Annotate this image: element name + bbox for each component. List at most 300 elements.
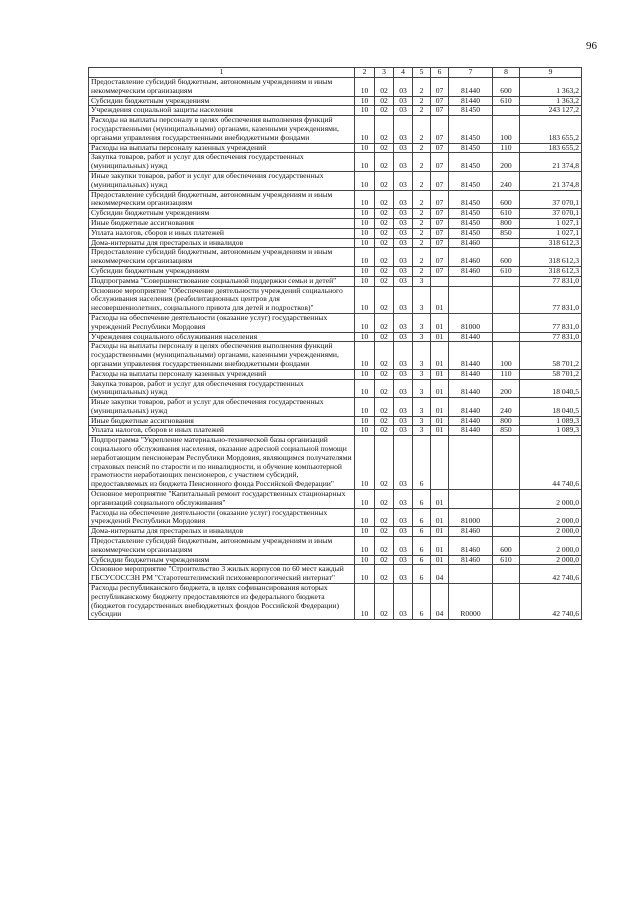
table-row <box>89 266 582 276</box>
code-7: 81450 <box>449 171 493 190</box>
code-7: 81440 <box>449 332 493 342</box>
code-6: 01 <box>431 398 449 417</box>
code-6: 07 <box>431 238 449 248</box>
code-7: 81440 <box>449 96 493 106</box>
code-7: 81460 <box>449 537 493 556</box>
amount: 1 363,2 <box>520 78 582 97</box>
row-name: Уплата налогов, сборов и иных платежей <box>89 426 355 436</box>
code-4: 03 <box>394 286 413 313</box>
code-4: 03 <box>394 508 413 527</box>
table-row <box>89 490 582 509</box>
code-6: 07 <box>431 78 449 97</box>
code-6: 07 <box>431 209 449 219</box>
code-6: 07 <box>431 171 449 190</box>
code-3: 02 <box>375 218 394 228</box>
code-7: 81440 <box>449 342 493 369</box>
code-3: 02 <box>375 416 394 426</box>
page-number: 96 <box>586 40 597 52</box>
code-8: 850 <box>493 228 520 238</box>
code-3: 02 <box>375 369 394 379</box>
row-name: Расходы на выплаты персоналу казенных учреждений <box>89 369 355 379</box>
code-4: 03 <box>394 342 413 369</box>
code-4: 03 <box>394 527 413 537</box>
code-2: 10 <box>355 266 375 276</box>
code-3: 02 <box>375 96 394 106</box>
code-7: 81460 <box>449 266 493 276</box>
amount: 1 089,3 <box>520 416 582 426</box>
code-3: 02 <box>375 398 394 417</box>
code-5: 6 <box>413 436 431 490</box>
code-2: 10 <box>355 209 375 219</box>
code-8: 610 <box>493 96 520 106</box>
code-7: 81440 <box>449 379 493 398</box>
code-4: 03 <box>394 153 413 172</box>
code-3: 02 <box>375 190 394 209</box>
code-3: 02 <box>375 286 394 313</box>
code-3: 02 <box>375 436 394 490</box>
code-5: 2 <box>413 96 431 106</box>
table-body <box>89 68 582 620</box>
code-7: 81440 <box>449 369 493 379</box>
code-8 <box>493 286 520 313</box>
row-name: Иные бюджетные ассигнования <box>89 416 355 426</box>
code-6: 07 <box>431 190 449 209</box>
code-3: 02 <box>375 342 394 369</box>
amount: 58 701,2 <box>520 369 582 379</box>
code-7: 81460 <box>449 527 493 537</box>
code-5: 6 <box>413 584 431 620</box>
code-4: 03 <box>394 228 413 238</box>
amount: 2 000,0 <box>520 490 582 509</box>
amount: 77 831,0 <box>520 276 582 286</box>
code-5: 3 <box>413 426 431 436</box>
code-8: 200 <box>493 153 520 172</box>
code-2: 10 <box>355 565 375 584</box>
table-row <box>89 369 582 379</box>
column-number: 3 <box>375 68 394 78</box>
code-5: 6 <box>413 565 431 584</box>
code-5: 3 <box>413 398 431 417</box>
code-4: 03 <box>394 537 413 556</box>
table-row <box>89 218 582 228</box>
table-row <box>89 106 582 116</box>
code-4: 03 <box>394 78 413 97</box>
code-4: 03 <box>394 276 413 286</box>
code-8: 800 <box>493 416 520 426</box>
code-2: 10 <box>355 286 375 313</box>
code-5: 2 <box>413 190 431 209</box>
code-6: 07 <box>431 248 449 267</box>
code-3: 02 <box>375 248 394 267</box>
row-name: Уплата налогов, сборов и иных платежей <box>89 228 355 238</box>
table-row <box>89 426 582 436</box>
code-4: 03 <box>394 436 413 490</box>
code-5: 3 <box>413 416 431 426</box>
code-5: 2 <box>413 153 431 172</box>
code-4: 03 <box>394 426 413 436</box>
row-name: Основное мероприятие "Обеспечение деятельности учреждений социального обслуживания населения (реабилитационных центров для несовершеннолетних, социального приюта для детей и подростков)" <box>89 286 355 313</box>
code-4: 03 <box>394 171 413 190</box>
amount: 2 000,0 <box>520 508 582 527</box>
row-name: Иные закупки товаров, работ и услуг для обеспечения государственных (муниципальных) нужд <box>89 171 355 190</box>
code-5: 2 <box>413 171 431 190</box>
code-6: 01 <box>431 527 449 537</box>
code-7: R0000 <box>449 584 493 620</box>
code-2: 10 <box>355 426 375 436</box>
code-6: 07 <box>431 153 449 172</box>
amount: 18 040,5 <box>520 379 582 398</box>
column-number: 5 <box>413 68 431 78</box>
amount: 1 089,3 <box>520 426 582 436</box>
table-row <box>89 313 582 332</box>
code-7: 81450 <box>449 190 493 209</box>
code-5: 6 <box>413 490 431 509</box>
code-3: 02 <box>375 106 394 116</box>
code-3: 02 <box>375 313 394 332</box>
amount: 2 000,0 <box>520 527 582 537</box>
code-4: 03 <box>394 116 413 143</box>
row-name: Основное мероприятие "Капитальный ремонт государственных стационарных организаций социального обслуживания" <box>89 490 355 509</box>
budget-table <box>88 67 582 620</box>
code-4: 03 <box>394 332 413 342</box>
code-6: 01 <box>431 416 449 426</box>
code-2: 10 <box>355 436 375 490</box>
code-7: 81440 <box>449 416 493 426</box>
code-8: 100 <box>493 342 520 369</box>
code-8 <box>493 565 520 584</box>
amount: 58 701,2 <box>520 342 582 369</box>
code-4: 03 <box>394 369 413 379</box>
code-2: 10 <box>355 379 375 398</box>
row-name: Расходы на выплаты персоналу казенных учреждений <box>89 143 355 153</box>
code-7: 81450 <box>449 218 493 228</box>
table-row <box>89 209 582 219</box>
row-name: Расходы на выплаты персоналу в целях обеспечения выполнения функций государственными (муниципальными) органами, казенными учреждениями, органами управления государственными внебюджетными фондами <box>89 342 355 369</box>
code-6: 01 <box>431 379 449 398</box>
table-row <box>89 332 582 342</box>
code-8: 600 <box>493 190 520 209</box>
code-4: 03 <box>394 490 413 509</box>
code-3: 02 <box>375 565 394 584</box>
table-row <box>89 96 582 106</box>
code-2: 10 <box>355 96 375 106</box>
code-8 <box>493 584 520 620</box>
amount: 77 831,0 <box>520 332 582 342</box>
code-3: 02 <box>375 584 394 620</box>
code-4: 03 <box>394 313 413 332</box>
code-7: 81450 <box>449 143 493 153</box>
table-row <box>89 342 582 369</box>
code-8: 600 <box>493 537 520 556</box>
code-5: 2 <box>413 228 431 238</box>
row-name: Субсидии бюджетным учреждениям <box>89 266 355 276</box>
row-name: Закупка товаров, работ и услуг для обеспечения государственных (муниципальных) нужд <box>89 153 355 172</box>
row-name: Иные закупки товаров, работ и услуг для обеспечения государственных (муниципальных) нужд <box>89 398 355 417</box>
column-number-row <box>89 68 582 78</box>
code-5: 3 <box>413 369 431 379</box>
code-7 <box>449 286 493 313</box>
code-7 <box>449 490 493 509</box>
table-row <box>89 508 582 527</box>
code-3: 02 <box>375 238 394 248</box>
row-name: Предоставление субсидий бюджетным, автономным учреждениям и иным некоммерческим организациям <box>89 190 355 209</box>
code-2: 10 <box>355 527 375 537</box>
code-2: 10 <box>355 555 375 565</box>
code-3: 02 <box>375 537 394 556</box>
code-6: 01 <box>431 369 449 379</box>
code-2: 10 <box>355 398 375 417</box>
code-7: 81440 <box>449 426 493 436</box>
amount: 21 374,8 <box>520 171 582 190</box>
code-7: 81460 <box>449 238 493 248</box>
code-3: 02 <box>375 116 394 143</box>
code-6: 07 <box>431 96 449 106</box>
row-name: Субсидии бюджетным учреждениям <box>89 555 355 565</box>
code-6: 07 <box>431 143 449 153</box>
code-4: 03 <box>394 190 413 209</box>
row-name: Расходы на выплаты персоналу в целях обеспечения выполнения функций государственными (муниципальными) органами, казенными учреждениями, органами управления государственными внебюджетными фондами <box>89 116 355 143</box>
amount: 318 612,3 <box>520 238 582 248</box>
code-2: 10 <box>355 332 375 342</box>
code-3: 02 <box>375 555 394 565</box>
row-name: Субсидии бюджетным учреждениям <box>89 96 355 106</box>
code-4: 03 <box>394 143 413 153</box>
code-3: 02 <box>375 78 394 97</box>
code-6: 07 <box>431 106 449 116</box>
code-6: 04 <box>431 584 449 620</box>
table-row <box>89 171 582 190</box>
code-8 <box>493 106 520 116</box>
code-3: 02 <box>375 276 394 286</box>
code-2: 10 <box>355 369 375 379</box>
row-name: Подпрограмма "Укрепление материально-технической базы организаций социального обслуживания населения, оказание адресной социальной помощи неработающим пенсионерам Республики Мордовия, являющимся получателями страховых пенсий по старости и по инвалидности, и обучение компьютерной грамотности неработающих пенсионеров, с участием субсидий, предоставляемых из бюджета Пенсионного фонда Российской Федерации" <box>89 436 355 490</box>
code-3: 02 <box>375 266 394 276</box>
code-3: 02 <box>375 379 394 398</box>
code-6: 01 <box>431 426 449 436</box>
code-8 <box>493 313 520 332</box>
code-5: 3 <box>413 276 431 286</box>
code-8: 600 <box>493 78 520 97</box>
row-name: Дома-интернаты для престарелых и инвалидов <box>89 238 355 248</box>
code-6: 01 <box>431 555 449 565</box>
code-3: 02 <box>375 143 394 153</box>
row-name: Подпрограмма "Совершенствование социальной поддержки семьи и детей" <box>89 276 355 286</box>
code-2: 10 <box>355 342 375 369</box>
table-row <box>89 565 582 584</box>
code-8 <box>493 436 520 490</box>
code-4: 03 <box>394 238 413 248</box>
column-number: 6 <box>431 68 449 78</box>
code-5: 2 <box>413 78 431 97</box>
column-number: 9 <box>520 68 582 78</box>
code-2: 10 <box>355 313 375 332</box>
amount: 37 070,1 <box>520 209 582 219</box>
amount: 243 127,2 <box>520 106 582 116</box>
amount: 1 027,1 <box>520 228 582 238</box>
code-7: 81450 <box>449 228 493 238</box>
code-7 <box>449 276 493 286</box>
code-7: 81450 <box>449 106 493 116</box>
code-7: 81440 <box>449 78 493 97</box>
amount: 44 740,6 <box>520 436 582 490</box>
column-number: 7 <box>449 68 493 78</box>
row-name: Основное мероприятие "Строительство 3 жилых корпусов по 60 мест каждый ГБСУСОССЗН РМ "Старотештелимский психоневрологический интернат" <box>89 565 355 584</box>
table-row <box>89 398 582 417</box>
code-7: 81000 <box>449 508 493 527</box>
code-6 <box>431 276 449 286</box>
row-name: Иные бюджетные ассигнования <box>89 218 355 228</box>
row-name: Предоставление субсидий бюджетным, автономным учреждениям и иным некоммерческим организациям <box>89 248 355 267</box>
code-8: 610 <box>493 266 520 276</box>
code-4: 03 <box>394 584 413 620</box>
code-4: 03 <box>394 248 413 267</box>
code-5: 6 <box>413 527 431 537</box>
row-name: Субсидии бюджетным учреждениям <box>89 209 355 219</box>
row-name: Закупка товаров, работ и услуг для обеспечения государственных (муниципальных) нужд <box>89 379 355 398</box>
code-8 <box>493 527 520 537</box>
amount: 42 740,6 <box>520 584 582 620</box>
code-8: 610 <box>493 555 520 565</box>
code-6: 01 <box>431 508 449 527</box>
table-row <box>89 276 582 286</box>
amount: 77 831,0 <box>520 313 582 332</box>
row-name: Расходы республиканского бюджета, в целях софинансирования которых республиканскому бюджету предоставляются из федерального бюджета (бюджетов государственных внебюджетных фондов Российской Федерации) субсидии <box>89 584 355 620</box>
table-row <box>89 436 582 490</box>
row-name: Расходы на обеспечение деятельности (оказание услуг) государственных учреждений Республики Мордовия <box>89 313 355 332</box>
code-7: 81460 <box>449 248 493 267</box>
amount: 21 374,8 <box>520 153 582 172</box>
code-2: 10 <box>355 106 375 116</box>
code-7: 81440 <box>449 398 493 417</box>
code-8 <box>493 508 520 527</box>
code-2: 10 <box>355 171 375 190</box>
code-2: 10 <box>355 228 375 238</box>
code-5: 2 <box>413 238 431 248</box>
code-5: 6 <box>413 555 431 565</box>
code-4: 03 <box>394 218 413 228</box>
code-2: 10 <box>355 238 375 248</box>
code-2: 10 <box>355 248 375 267</box>
table-row <box>89 143 582 153</box>
code-2: 10 <box>355 153 375 172</box>
table-row <box>89 286 582 313</box>
table-row <box>89 228 582 238</box>
column-number: 1 <box>89 68 355 78</box>
code-5: 3 <box>413 342 431 369</box>
code-6: 01 <box>431 286 449 313</box>
amount: 183 655,2 <box>520 116 582 143</box>
code-3: 02 <box>375 171 394 190</box>
code-5: 3 <box>413 313 431 332</box>
code-8: 800 <box>493 218 520 228</box>
code-4: 03 <box>394 416 413 426</box>
table-row <box>89 190 582 209</box>
code-2: 10 <box>355 416 375 426</box>
code-6: 07 <box>431 218 449 228</box>
code-2: 10 <box>355 508 375 527</box>
code-8: 200 <box>493 379 520 398</box>
amount: 37 070,1 <box>520 190 582 209</box>
code-5: 2 <box>413 106 431 116</box>
code-6: 07 <box>431 228 449 238</box>
code-2: 10 <box>355 537 375 556</box>
row-name: Расходы на обеспечение деятельности (оказание услуг) государственных учреждений Республики Мордовия <box>89 508 355 527</box>
amount: 318 612,3 <box>520 266 582 276</box>
code-6: 07 <box>431 116 449 143</box>
table-row <box>89 416 582 426</box>
column-number: 8 <box>493 68 520 78</box>
table-row <box>89 238 582 248</box>
code-8: 100 <box>493 116 520 143</box>
code-5: 2 <box>413 248 431 267</box>
row-name: Дома-интернаты для престарелых и инвалидов <box>89 527 355 537</box>
code-7 <box>449 436 493 490</box>
code-3: 02 <box>375 332 394 342</box>
code-4: 03 <box>394 209 413 219</box>
code-3: 02 <box>375 527 394 537</box>
code-8: 110 <box>493 369 520 379</box>
code-7 <box>449 565 493 584</box>
code-5: 3 <box>413 332 431 342</box>
code-8 <box>493 276 520 286</box>
code-7: 81460 <box>449 555 493 565</box>
code-7: 81450 <box>449 153 493 172</box>
code-8 <box>493 332 520 342</box>
table-row <box>89 537 582 556</box>
code-4: 03 <box>394 379 413 398</box>
code-4: 03 <box>394 555 413 565</box>
code-6: 01 <box>431 490 449 509</box>
code-5: 3 <box>413 286 431 313</box>
code-6: 04 <box>431 565 449 584</box>
code-6: 01 <box>431 332 449 342</box>
code-5: 6 <box>413 508 431 527</box>
code-3: 02 <box>375 426 394 436</box>
code-2: 10 <box>355 276 375 286</box>
code-2: 10 <box>355 218 375 228</box>
amount: 77 831,0 <box>520 286 582 313</box>
amount: 2 000,0 <box>520 537 582 556</box>
code-2: 10 <box>355 116 375 143</box>
code-4: 03 <box>394 106 413 116</box>
code-8: 600 <box>493 248 520 267</box>
code-2: 10 <box>355 584 375 620</box>
column-number: 2 <box>355 68 375 78</box>
table-row <box>89 78 582 97</box>
code-6: 01 <box>431 313 449 332</box>
table-row <box>89 527 582 537</box>
amount: 2 000,0 <box>520 555 582 565</box>
code-3: 02 <box>375 228 394 238</box>
table-row <box>89 555 582 565</box>
table-row <box>89 379 582 398</box>
column-number: 4 <box>394 68 413 78</box>
code-5: 2 <box>413 218 431 228</box>
code-4: 03 <box>394 565 413 584</box>
code-7: 81450 <box>449 209 493 219</box>
table-row <box>89 584 582 620</box>
code-6: 01 <box>431 342 449 369</box>
code-5: 2 <box>413 143 431 153</box>
code-8: 240 <box>493 171 520 190</box>
table-row <box>89 153 582 172</box>
code-5: 2 <box>413 209 431 219</box>
row-name: Предоставление субсидий бюджетным, автономным учреждениям и иным некоммерческим организациям <box>89 537 355 556</box>
amount: 318 612,3 <box>520 248 582 267</box>
table-row <box>89 248 582 267</box>
amount: 1 027,1 <box>520 218 582 228</box>
row-name: Предоставление субсидий бюджетным, автономным учреждениям и иным некоммерческим организациям <box>89 78 355 97</box>
